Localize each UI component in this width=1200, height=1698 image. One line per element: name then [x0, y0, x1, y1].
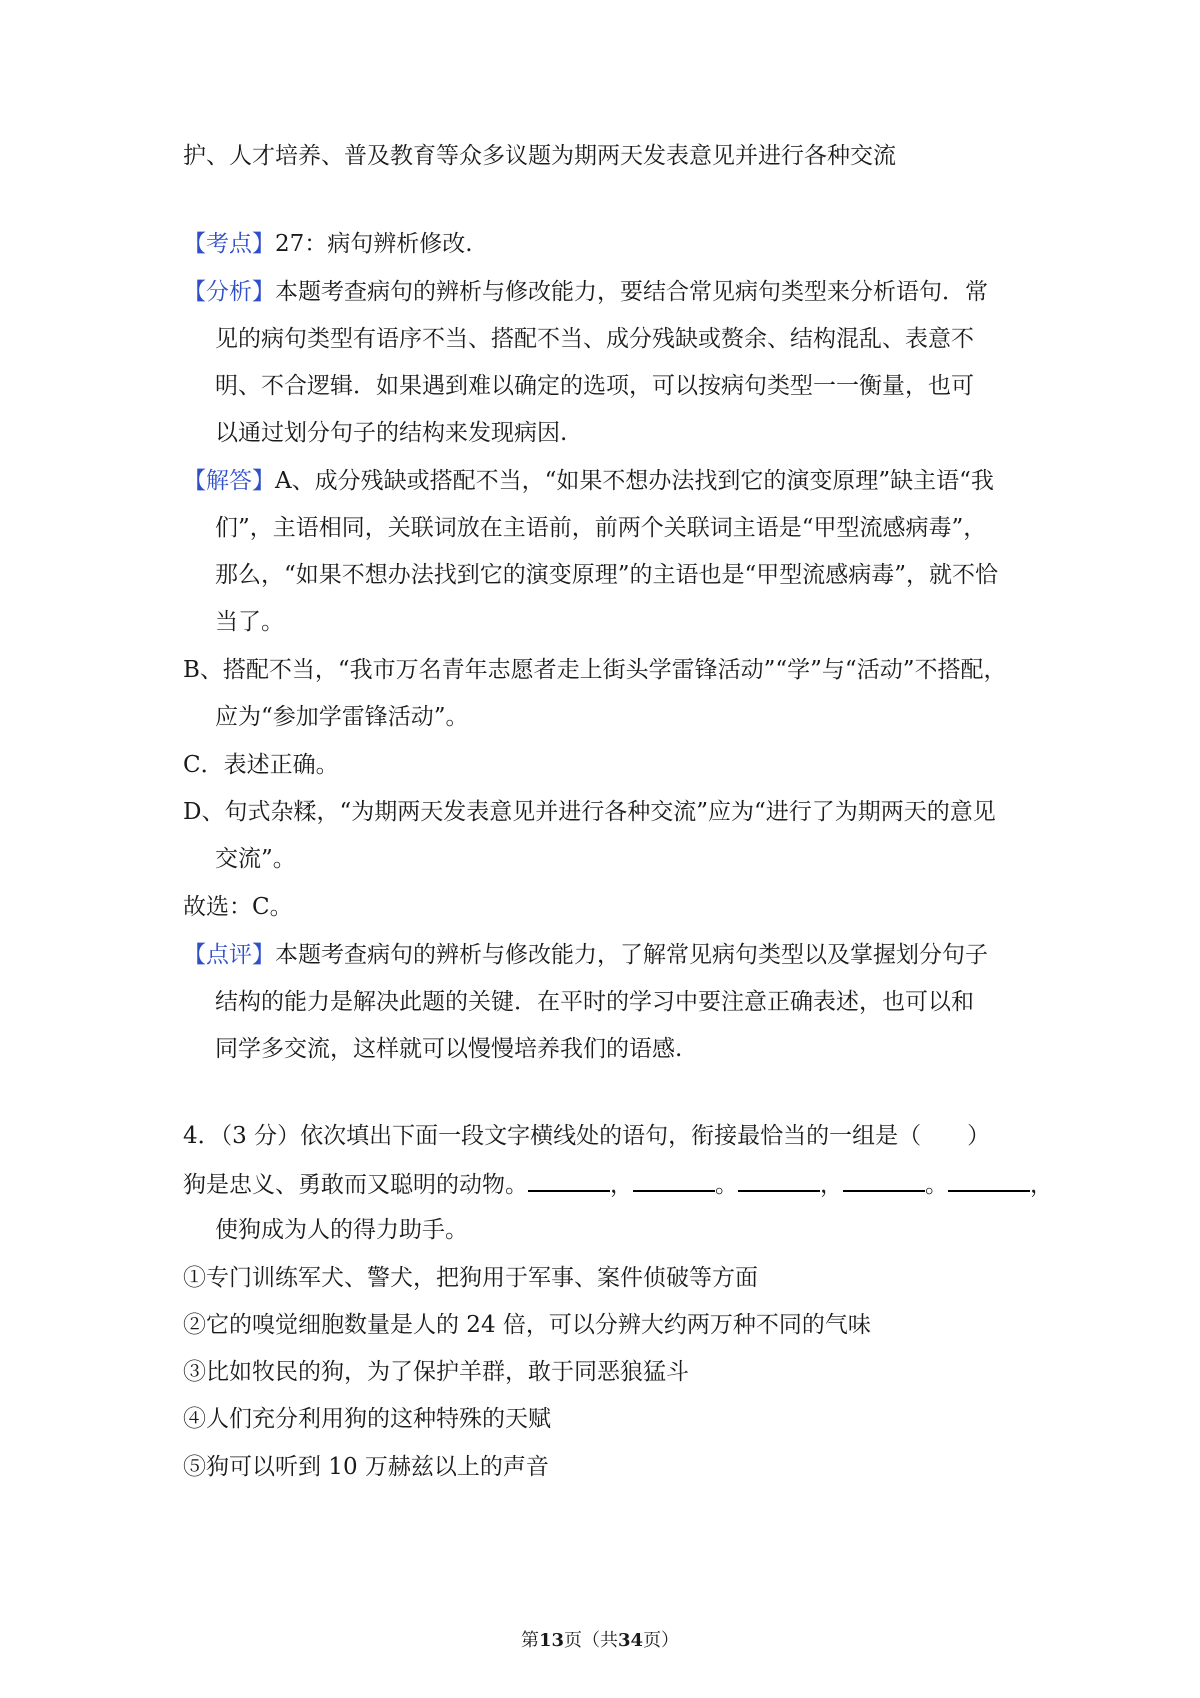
fenxi-line: 以通过划分句子的结构来发现病因.: [215, 420, 568, 446]
jieda-line: 当了。: [215, 609, 284, 635]
jieda-line: 们”，主语相同，关联词放在主语前，前两个关联词主语是“甲型流感病毒”，: [215, 515, 987, 541]
option-c-line: C．表述正确。: [183, 752, 339, 778]
jieda-tag: 【解答】: [183, 468, 275, 494]
kaodian-tag: 【考点】: [183, 231, 275, 257]
option-d-line: D、句式杂糅，“为期两天发表意见并进行各种交流”应为“进行了为期两天的意见: [183, 799, 996, 825]
jieda-row: [183, 466, 994, 496]
blank-3[interactable]: [738, 1168, 820, 1192]
dianping-tag: 【点评】: [183, 942, 275, 968]
fenxi-line: 明、不合逻辑．如果遇到难以确定的选项，可以按病句类型一一衡量，也可: [215, 373, 974, 399]
kaodian-text: 27：病句辨析修改.: [275, 231, 473, 257]
dianping-line: 本题考查病句的辨析与修改能力，了解常见病句类型以及掌握划分句子: [275, 942, 988, 968]
page-number: 13: [538, 1630, 564, 1651]
dianping-row: [183, 940, 988, 970]
separator-comma: ，: [820, 1172, 843, 1198]
option-d-line: 交流”。: [215, 846, 296, 872]
footer-suffix: 页）: [643, 1630, 680, 1651]
footer-middle: 页（共: [564, 1630, 618, 1651]
option-b-line: B、搭配不当，“我市万名青年志愿者走上街头学雷锋活动”“学”与“活动”不搭配，: [183, 657, 1007, 683]
footer-prefix: 第: [520, 1630, 539, 1651]
fenxi-row: [183, 277, 988, 307]
list-item: ③比如牧民的狗，为了保护羊群，敢于同恶狼猛斗: [183, 1359, 689, 1385]
list-item: ⑤狗可以听到 10 万赫兹以上的声音: [183, 1454, 549, 1480]
separator-period: 。: [925, 1172, 948, 1198]
total-pages: 34: [618, 1630, 644, 1651]
continued-answer-line: 护、人才培养、普及教育等众多议题为期两天发表意见并进行各种交流: [183, 143, 896, 169]
separator-comma: ，: [610, 1172, 633, 1198]
final-choice: 故选：C。: [183, 894, 293, 920]
list-item: ①专门训练军犬、警犬，把狗用于军事、案件侦破等方面: [183, 1265, 758, 1291]
dianping-line: 同学多交流，这样就可以慢慢培养我们的语感.: [215, 1036, 683, 1062]
blank-1[interactable]: [528, 1168, 610, 1192]
option-b-line: 应为“参加学雷锋活动”。: [215, 704, 469, 730]
page-footer: [0, 1629, 1200, 1653]
question-4-stem: 4．（3 分）依次填出下面一段文字横线处的语句，衔接最恰当的一组是（ ）: [183, 1123, 991, 1149]
dianping-line: 结构的能力是解决此题的关键．在平时的学习中要注意正确表述，也可以和: [215, 989, 974, 1015]
fenxi-tag: 【分析】: [183, 279, 275, 305]
jieda-line: A、成分残缺或搭配不当，“如果不想办法找到它的演变原理”缺主语“我: [275, 468, 994, 494]
kaodian-row: [183, 229, 473, 259]
blank-5[interactable]: [948, 1168, 1030, 1192]
separator-period: 。: [715, 1172, 738, 1198]
question-4-passage: [183, 1168, 1053, 1200]
passage-end: 使狗成为人的得力助手。: [215, 1217, 468, 1243]
fenxi-line: 本题考查病句的辨析与修改能力，要结合常见病句类型来分析语句．常: [275, 279, 988, 305]
list-item: ②它的嗅觉细胞数量是人的 24 倍，可以分辨大约两万种不同的气味: [183, 1312, 871, 1338]
list-item: ④人们充分利用狗的这种特殊的天赋: [183, 1406, 551, 1432]
passage-start: 狗是忠义、勇敢而又聪明的动物。: [183, 1172, 528, 1198]
jieda-line: 那么，“如果不想办法找到它的演变原理”的主语也是“甲型流感病毒”，就不恰: [215, 562, 999, 588]
separator-comma: ，: [1030, 1172, 1053, 1198]
blank-2[interactable]: [633, 1168, 715, 1192]
blank-4[interactable]: [843, 1168, 925, 1192]
fenxi-line: 见的病句类型有语序不当、搭配不当、成分残缺或赘余、结构混乱、表意不: [215, 326, 974, 352]
